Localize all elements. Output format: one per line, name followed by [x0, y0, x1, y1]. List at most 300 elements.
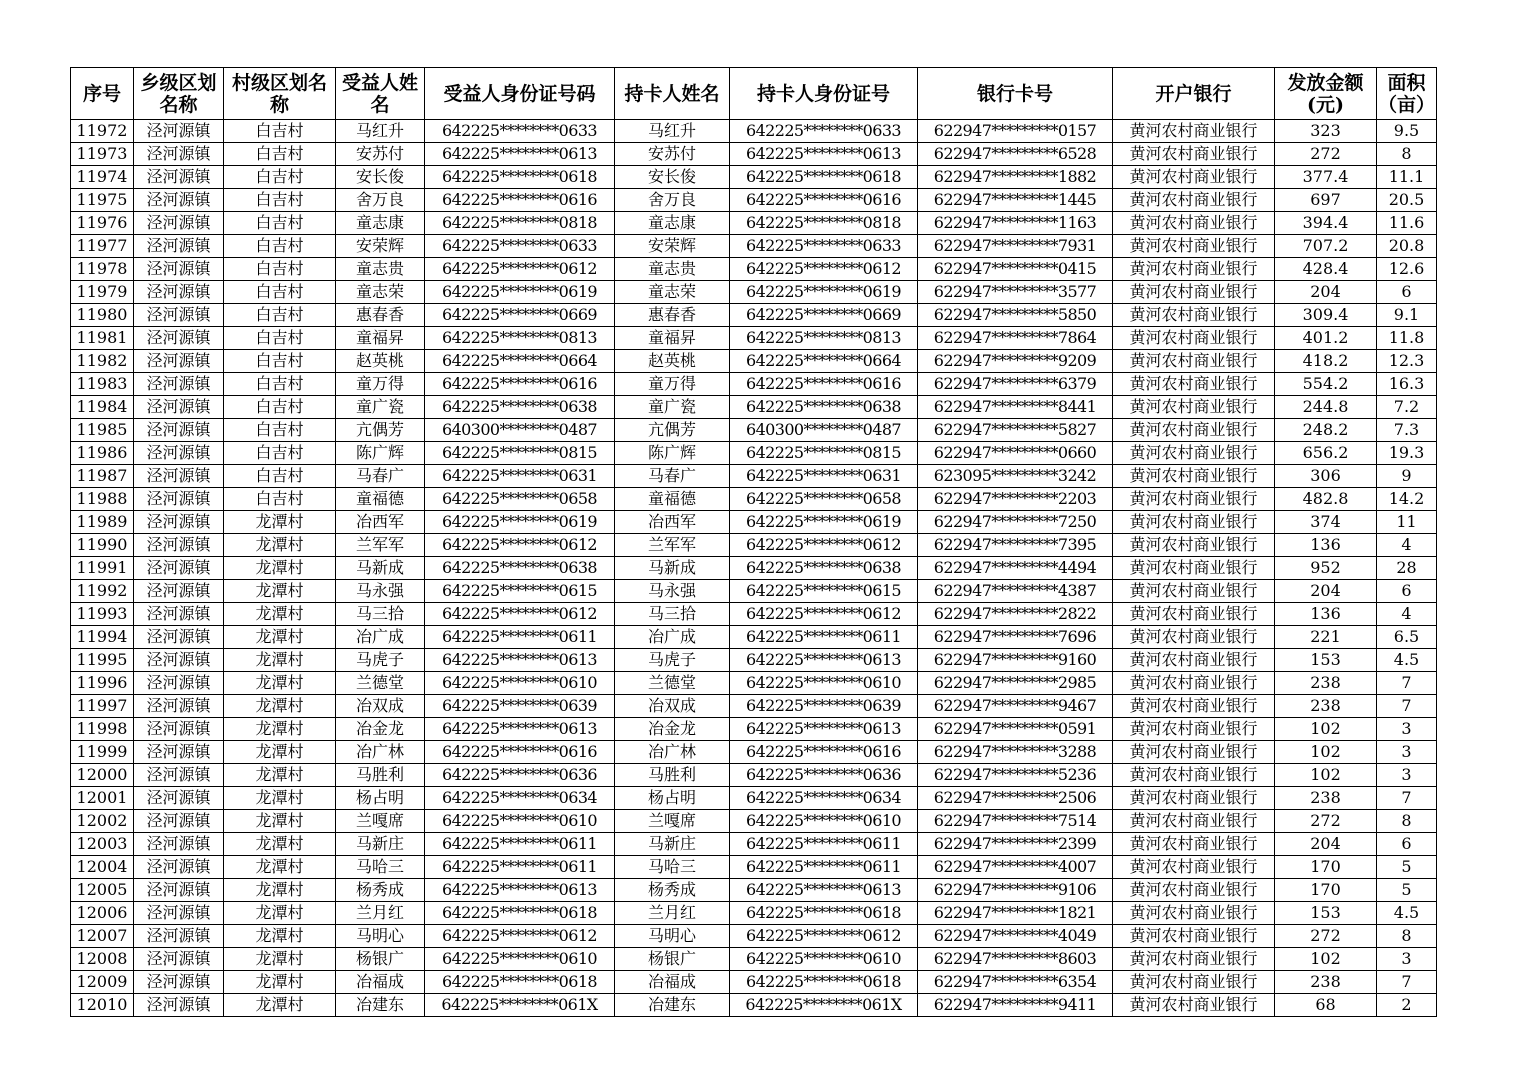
cell-village: 白吉村	[224, 281, 336, 304]
cell-beneficiary: 亢偶芳	[336, 419, 425, 442]
table-row	[71, 212, 1437, 235]
cell-bank: 黄河农村商业银行	[1113, 511, 1275, 534]
cell-village: 白吉村	[224, 373, 336, 396]
cell-bank-card: 622947*********9411	[918, 994, 1113, 1017]
cell-township: 泾河源镇	[134, 488, 224, 511]
cell-bank: 黄河农村商业银行	[1113, 902, 1275, 925]
cell-bank: 黄河农村商业银行	[1113, 327, 1275, 350]
cell-beneficiary-id: 642225********0619	[425, 281, 615, 304]
header-amount: 发放金额(元)	[1275, 68, 1377, 120]
cell-seq: 11974	[71, 166, 134, 189]
cell-amount: 204	[1275, 833, 1377, 856]
cell-area: 9.5	[1377, 120, 1437, 143]
cell-bank: 黄河农村商业银行	[1113, 442, 1275, 465]
cell-beneficiary-id: 642225********0613	[425, 649, 615, 672]
table-row	[71, 718, 1437, 741]
cell-beneficiary: 冶广成	[336, 626, 425, 649]
cell-beneficiary: 马新成	[336, 557, 425, 580]
cell-township: 泾河源镇	[134, 833, 224, 856]
cell-beneficiary-id: 642225********0618	[425, 971, 615, 994]
cell-township: 泾河源镇	[134, 557, 224, 580]
cell-village: 白吉村	[224, 258, 336, 281]
cell-bank: 黄河农村商业银行	[1113, 718, 1275, 741]
cell-beneficiary: 冶金龙	[336, 718, 425, 741]
cell-area: 3	[1377, 718, 1437, 741]
cell-township: 泾河源镇	[134, 787, 224, 810]
cell-cardholder-id: 642225********0616	[730, 373, 918, 396]
cell-cardholder-id: 642225********0615	[730, 580, 918, 603]
cell-village: 白吉村	[224, 120, 336, 143]
cell-bank-card: 622947*********1163	[918, 212, 1113, 235]
cell-seq: 11993	[71, 603, 134, 626]
cell-cardholder-id: 642225********0618	[730, 166, 918, 189]
cell-beneficiary-id: 642225********0613	[425, 718, 615, 741]
cell-beneficiary-id: 642225********0613	[425, 143, 615, 166]
cell-beneficiary-id: 642225********0616	[425, 373, 615, 396]
cell-area: 6	[1377, 833, 1437, 856]
cell-area: 3	[1377, 948, 1437, 971]
header-cardholder: 持卡人姓名	[615, 68, 730, 120]
cell-cardholder-id: 642225********0658	[730, 488, 918, 511]
cell-bank: 黄河农村商业银行	[1113, 350, 1275, 373]
cell-bank-card: 622947*********4049	[918, 925, 1113, 948]
table-row	[71, 534, 1437, 557]
cell-cardholder-id: 642225********0613	[730, 718, 918, 741]
cell-cardholder-id: 642225********0612	[730, 258, 918, 281]
cell-beneficiary-id: 642225********0618	[425, 902, 615, 925]
cell-amount: 238	[1275, 971, 1377, 994]
cell-cardholder: 亢偶芳	[615, 419, 730, 442]
cell-cardholder: 童志贵	[615, 258, 730, 281]
cell-bank: 黄河农村商业银行	[1113, 212, 1275, 235]
header-village: 村级区划名称	[224, 68, 336, 120]
cell-bank-card: 622947*********0591	[918, 718, 1113, 741]
cell-village: 龙潭村	[224, 695, 336, 718]
cell-amount: 952	[1275, 557, 1377, 580]
cell-village: 龙潭村	[224, 764, 336, 787]
cell-beneficiary-id: 642225********0633	[425, 120, 615, 143]
cell-cardholder: 冶西军	[615, 511, 730, 534]
table-row	[71, 166, 1437, 189]
cell-cardholder-id: 642225********0633	[730, 120, 918, 143]
cell-bank: 黄河农村商业银行	[1113, 419, 1275, 442]
table-row	[71, 580, 1437, 603]
cell-seq: 12006	[71, 902, 134, 925]
cell-amount: 272	[1275, 925, 1377, 948]
cell-cardholder: 马永强	[615, 580, 730, 603]
cell-area: 11.1	[1377, 166, 1437, 189]
cell-cardholder: 冶金龙	[615, 718, 730, 741]
cell-cardholder: 舍万良	[615, 189, 730, 212]
cell-cardholder-id: 642225********0664	[730, 350, 918, 373]
cell-township: 泾河源镇	[134, 212, 224, 235]
cell-bank-card: 622947*********3288	[918, 741, 1113, 764]
table-row	[71, 603, 1437, 626]
cell-amount: 248.2	[1275, 419, 1377, 442]
cell-bank-card: 622947*********6379	[918, 373, 1113, 396]
cell-bank: 黄河农村商业银行	[1113, 143, 1275, 166]
table-row	[71, 695, 1437, 718]
cell-beneficiary: 童志贵	[336, 258, 425, 281]
cell-beneficiary-id: 642225********0612	[425, 534, 615, 557]
table-row	[71, 120, 1437, 143]
header-bank: 开户银行	[1113, 68, 1275, 120]
cell-beneficiary: 安长俊	[336, 166, 425, 189]
cell-cardholder-id: 642225********0618	[730, 971, 918, 994]
cell-beneficiary: 冶广林	[336, 741, 425, 764]
cell-township: 泾河源镇	[134, 856, 224, 879]
cell-cardholder: 杨银广	[615, 948, 730, 971]
cell-beneficiary: 马新庄	[336, 833, 425, 856]
cell-seq: 11979	[71, 281, 134, 304]
cell-bank-card: 622947*********7864	[918, 327, 1113, 350]
cell-beneficiary: 马永强	[336, 580, 425, 603]
cell-beneficiary-id: 642225********0610	[425, 948, 615, 971]
cell-area: 6.5	[1377, 626, 1437, 649]
cell-beneficiary-id: 642225********0613	[425, 879, 615, 902]
cell-cardholder: 马春广	[615, 465, 730, 488]
cell-amount: 170	[1275, 879, 1377, 902]
cell-village: 龙潭村	[224, 718, 336, 741]
cell-cardholder-id: 642225********0613	[730, 649, 918, 672]
cell-cardholder: 兰月红	[615, 902, 730, 925]
cell-beneficiary-id: 642225********0815	[425, 442, 615, 465]
cell-seq: 11999	[71, 741, 134, 764]
cell-beneficiary: 童志康	[336, 212, 425, 235]
cell-cardholder: 安苏付	[615, 143, 730, 166]
cell-township: 泾河源镇	[134, 810, 224, 833]
cell-seq: 11992	[71, 580, 134, 603]
cell-seq: 12008	[71, 948, 134, 971]
cell-village: 龙潭村	[224, 971, 336, 994]
cell-village: 龙潭村	[224, 741, 336, 764]
cell-seq: 12001	[71, 787, 134, 810]
cell-area: 16.3	[1377, 373, 1437, 396]
header-seq: 序号	[71, 68, 134, 120]
cell-area: 8	[1377, 143, 1437, 166]
cell-bank: 黄河农村商业银行	[1113, 649, 1275, 672]
cell-cardholder: 马胜利	[615, 764, 730, 787]
cell-amount: 153	[1275, 902, 1377, 925]
cell-bank-card: 622947*********5850	[918, 304, 1113, 327]
cell-seq: 11981	[71, 327, 134, 350]
cell-beneficiary: 兰德堂	[336, 672, 425, 695]
cell-area: 14.2	[1377, 488, 1437, 511]
cell-amount: 68	[1275, 994, 1377, 1017]
cell-beneficiary-id: 642225********0636	[425, 764, 615, 787]
cell-seq: 11995	[71, 649, 134, 672]
table-row	[71, 281, 1437, 304]
cell-amount: 697	[1275, 189, 1377, 212]
table-row	[71, 557, 1437, 580]
cell-beneficiary-id: 642225********0813	[425, 327, 615, 350]
cell-cardholder-id: 642225********0638	[730, 396, 918, 419]
cell-cardholder-id: 642225********0619	[730, 281, 918, 304]
cell-seq: 11991	[71, 557, 134, 580]
table-row	[71, 902, 1437, 925]
cell-beneficiary: 兰月红	[336, 902, 425, 925]
cell-bank-card: 622947*********6528	[918, 143, 1113, 166]
cell-village: 龙潭村	[224, 856, 336, 879]
cell-township: 泾河源镇	[134, 511, 224, 534]
table-row	[71, 143, 1437, 166]
header-area: 面积（亩）	[1377, 68, 1437, 120]
cell-beneficiary-id: 642225********0633	[425, 235, 615, 258]
cell-bank: 黄河农村商业银行	[1113, 396, 1275, 419]
cell-bank: 黄河农村商业银行	[1113, 787, 1275, 810]
cell-seq: 12002	[71, 810, 134, 833]
cell-cardholder: 马哈三	[615, 856, 730, 879]
cell-cardholder-id: 642225********0610	[730, 948, 918, 971]
cell-seq: 12005	[71, 879, 134, 902]
cell-beneficiary-id: 642225********0611	[425, 833, 615, 856]
cell-cardholder: 兰嘎席	[615, 810, 730, 833]
table-row	[71, 419, 1437, 442]
cell-area: 4.5	[1377, 902, 1437, 925]
cell-bank-card: 622947*********0415	[918, 258, 1113, 281]
cell-beneficiary-id: 642225********0611	[425, 856, 615, 879]
cell-bank-card: 622947*********2985	[918, 672, 1113, 695]
cell-township: 泾河源镇	[134, 580, 224, 603]
cell-amount: 428.4	[1275, 258, 1377, 281]
cell-bank-card: 622947*********0660	[918, 442, 1113, 465]
cell-beneficiary-id: 642225********0612	[425, 603, 615, 626]
cell-bank: 黄河农村商业银行	[1113, 304, 1275, 327]
header-bank-card: 银行卡号	[918, 68, 1113, 120]
cell-cardholder: 马红升	[615, 120, 730, 143]
cell-amount: 418.2	[1275, 350, 1377, 373]
cell-cardholder: 安长俊	[615, 166, 730, 189]
table-row	[71, 971, 1437, 994]
cell-cardholder: 惠春香	[615, 304, 730, 327]
cell-beneficiary: 冶双成	[336, 695, 425, 718]
cell-beneficiary-id: 642225********0616	[425, 189, 615, 212]
cell-amount: 306	[1275, 465, 1377, 488]
cell-beneficiary: 陈广辉	[336, 442, 425, 465]
header-row	[71, 68, 1437, 120]
cell-township: 泾河源镇	[134, 971, 224, 994]
cell-village: 龙潭村	[224, 994, 336, 1017]
cell-bank-card: 622947*********5827	[918, 419, 1113, 442]
cell-amount: 136	[1275, 603, 1377, 626]
subsidy-table	[70, 67, 1437, 1017]
cell-seq: 11990	[71, 534, 134, 557]
cell-cardholder: 马三拾	[615, 603, 730, 626]
cell-beneficiary-id: 642225********0612	[425, 925, 615, 948]
cell-cardholder-id: 642225********0611	[730, 626, 918, 649]
cell-township: 泾河源镇	[134, 143, 224, 166]
cell-seq: 12009	[71, 971, 134, 994]
cell-area: 3	[1377, 741, 1437, 764]
cell-cardholder: 安荣辉	[615, 235, 730, 258]
cell-bank: 黄河农村商业银行	[1113, 879, 1275, 902]
cell-area: 11	[1377, 511, 1437, 534]
cell-amount: 204	[1275, 281, 1377, 304]
cell-village: 龙潭村	[224, 557, 336, 580]
cell-township: 泾河源镇	[134, 189, 224, 212]
cell-beneficiary-id: 642225********0639	[425, 695, 615, 718]
table-row	[71, 465, 1437, 488]
cell-seq: 11983	[71, 373, 134, 396]
cell-seq: 11984	[71, 396, 134, 419]
cell-bank: 黄河农村商业银行	[1113, 281, 1275, 304]
cell-bank: 黄河农村商业银行	[1113, 603, 1275, 626]
cell-township: 泾河源镇	[134, 166, 224, 189]
table-row	[71, 948, 1437, 971]
cell-area: 7	[1377, 787, 1437, 810]
cell-area: 12.3	[1377, 350, 1437, 373]
cell-township: 泾河源镇	[134, 373, 224, 396]
cell-village: 龙潭村	[224, 925, 336, 948]
cell-township: 泾河源镇	[134, 350, 224, 373]
cell-seq: 12010	[71, 994, 134, 1017]
cell-township: 泾河源镇	[134, 396, 224, 419]
cell-beneficiary: 安苏付	[336, 143, 425, 166]
cell-bank: 黄河农村商业银行	[1113, 764, 1275, 787]
cell-beneficiary: 童志荣	[336, 281, 425, 304]
table-row	[71, 235, 1437, 258]
cell-beneficiary-id: 640300********0487	[425, 419, 615, 442]
cell-beneficiary-id: 642225********0638	[425, 396, 615, 419]
cell-cardholder: 童福德	[615, 488, 730, 511]
cell-township: 泾河源镇	[134, 327, 224, 350]
cell-amount: 204	[1275, 580, 1377, 603]
cell-village: 龙潭村	[224, 511, 336, 534]
cell-township: 泾河源镇	[134, 994, 224, 1017]
cell-beneficiary: 惠春香	[336, 304, 425, 327]
cell-bank: 黄河农村商业银行	[1113, 741, 1275, 764]
table-row	[71, 810, 1437, 833]
cell-bank-card: 622947*********4007	[918, 856, 1113, 879]
cell-beneficiary: 马胜利	[336, 764, 425, 787]
cell-beneficiary-id: 642225********0619	[425, 511, 615, 534]
cell-township: 泾河源镇	[134, 948, 224, 971]
cell-bank-card: 622947*********9106	[918, 879, 1113, 902]
table-row	[71, 350, 1437, 373]
cell-amount: 238	[1275, 787, 1377, 810]
cell-village: 龙潭村	[224, 833, 336, 856]
cell-village: 白吉村	[224, 212, 336, 235]
cell-beneficiary-id: 642225********0616	[425, 741, 615, 764]
cell-bank-card: 622947*********8603	[918, 948, 1113, 971]
cell-beneficiary: 童福德	[336, 488, 425, 511]
cell-cardholder-id: 642225********0612	[730, 603, 918, 626]
cell-bank-card: 622947*********7931	[918, 235, 1113, 258]
cell-township: 泾河源镇	[134, 442, 224, 465]
cell-seq: 11977	[71, 235, 134, 258]
cell-bank: 黄河农村商业银行	[1113, 258, 1275, 281]
cell-amount: 707.2	[1275, 235, 1377, 258]
table-row	[71, 511, 1437, 534]
cell-beneficiary-id: 642225********0610	[425, 672, 615, 695]
cell-township: 泾河源镇	[134, 626, 224, 649]
cell-village: 白吉村	[224, 235, 336, 258]
cell-area: 19.3	[1377, 442, 1437, 465]
cell-township: 泾河源镇	[134, 281, 224, 304]
cell-cardholder: 杨占明	[615, 787, 730, 810]
cell-bank-card: 622947*********0157	[918, 120, 1113, 143]
cell-amount: 272	[1275, 810, 1377, 833]
cell-village: 白吉村	[224, 189, 336, 212]
cell-bank-card: 622947*********3577	[918, 281, 1113, 304]
table-row	[71, 373, 1437, 396]
cell-township: 泾河源镇	[134, 534, 224, 557]
cell-bank: 黄河农村商业银行	[1113, 994, 1275, 1017]
cell-amount: 309.4	[1275, 304, 1377, 327]
table-row	[71, 925, 1437, 948]
cell-township: 泾河源镇	[134, 925, 224, 948]
cell-township: 泾河源镇	[134, 304, 224, 327]
cell-village: 白吉村	[224, 442, 336, 465]
header-cardholder-id: 持卡人身份证号	[730, 68, 918, 120]
cell-bank: 黄河农村商业银行	[1113, 557, 1275, 580]
cell-beneficiary: 冶西军	[336, 511, 425, 534]
cell-bank-card: 622947*********6354	[918, 971, 1113, 994]
cell-beneficiary-id: 642225********0618	[425, 166, 615, 189]
cell-cardholder: 陈广辉	[615, 442, 730, 465]
cell-amount: 153	[1275, 649, 1377, 672]
cell-beneficiary: 马哈三	[336, 856, 425, 879]
cell-seq: 11996	[71, 672, 134, 695]
cell-bank: 黄河农村商业银行	[1113, 672, 1275, 695]
cell-cardholder-id: 642225********0618	[730, 902, 918, 925]
cell-village: 白吉村	[224, 465, 336, 488]
cell-cardholder: 马虎子	[615, 649, 730, 672]
cell-beneficiary: 马红升	[336, 120, 425, 143]
cell-cardholder-id: 642225********0612	[730, 925, 918, 948]
cell-cardholder-id: 642225********0616	[730, 741, 918, 764]
cell-beneficiary-id: 642225********0664	[425, 350, 615, 373]
cell-beneficiary-id: 642225********0818	[425, 212, 615, 235]
cell-amount: 394.4	[1275, 212, 1377, 235]
cell-cardholder-id: 642225********0619	[730, 511, 918, 534]
cell-amount: 102	[1275, 718, 1377, 741]
cell-beneficiary-id: 642225********0631	[425, 465, 615, 488]
cell-cardholder-id: 642225********0616	[730, 189, 918, 212]
cell-area: 7	[1377, 695, 1437, 718]
cell-seq: 11978	[71, 258, 134, 281]
cell-beneficiary-id: 642225********0610	[425, 810, 615, 833]
cell-village: 龙潭村	[224, 879, 336, 902]
cell-cardholder: 马明心	[615, 925, 730, 948]
cell-area: 28	[1377, 557, 1437, 580]
cell-bank: 黄河农村商业银行	[1113, 925, 1275, 948]
cell-area: 5	[1377, 879, 1437, 902]
cell-cardholder: 童志康	[615, 212, 730, 235]
cell-village: 白吉村	[224, 327, 336, 350]
table-row	[71, 879, 1437, 902]
table-row	[71, 258, 1437, 281]
cell-area: 7.2	[1377, 396, 1437, 419]
cell-area: 20.5	[1377, 189, 1437, 212]
cell-bank: 黄河农村商业银行	[1113, 856, 1275, 879]
cell-bank: 黄河农村商业银行	[1113, 465, 1275, 488]
cell-seq: 11980	[71, 304, 134, 327]
cell-area: 11.6	[1377, 212, 1437, 235]
table-row	[71, 327, 1437, 350]
cell-cardholder-id: 642225********0815	[730, 442, 918, 465]
cell-cardholder: 马新成	[615, 557, 730, 580]
cell-cardholder-id: 642225********0634	[730, 787, 918, 810]
cell-township: 泾河源镇	[134, 879, 224, 902]
cell-amount: 221	[1275, 626, 1377, 649]
cell-beneficiary: 兰军军	[336, 534, 425, 557]
cell-cardholder: 童福昇	[615, 327, 730, 350]
cell-seq: 11976	[71, 212, 134, 235]
cell-village: 龙潭村	[224, 603, 336, 626]
cell-beneficiary-id: 642225********0638	[425, 557, 615, 580]
table-row	[71, 994, 1437, 1017]
